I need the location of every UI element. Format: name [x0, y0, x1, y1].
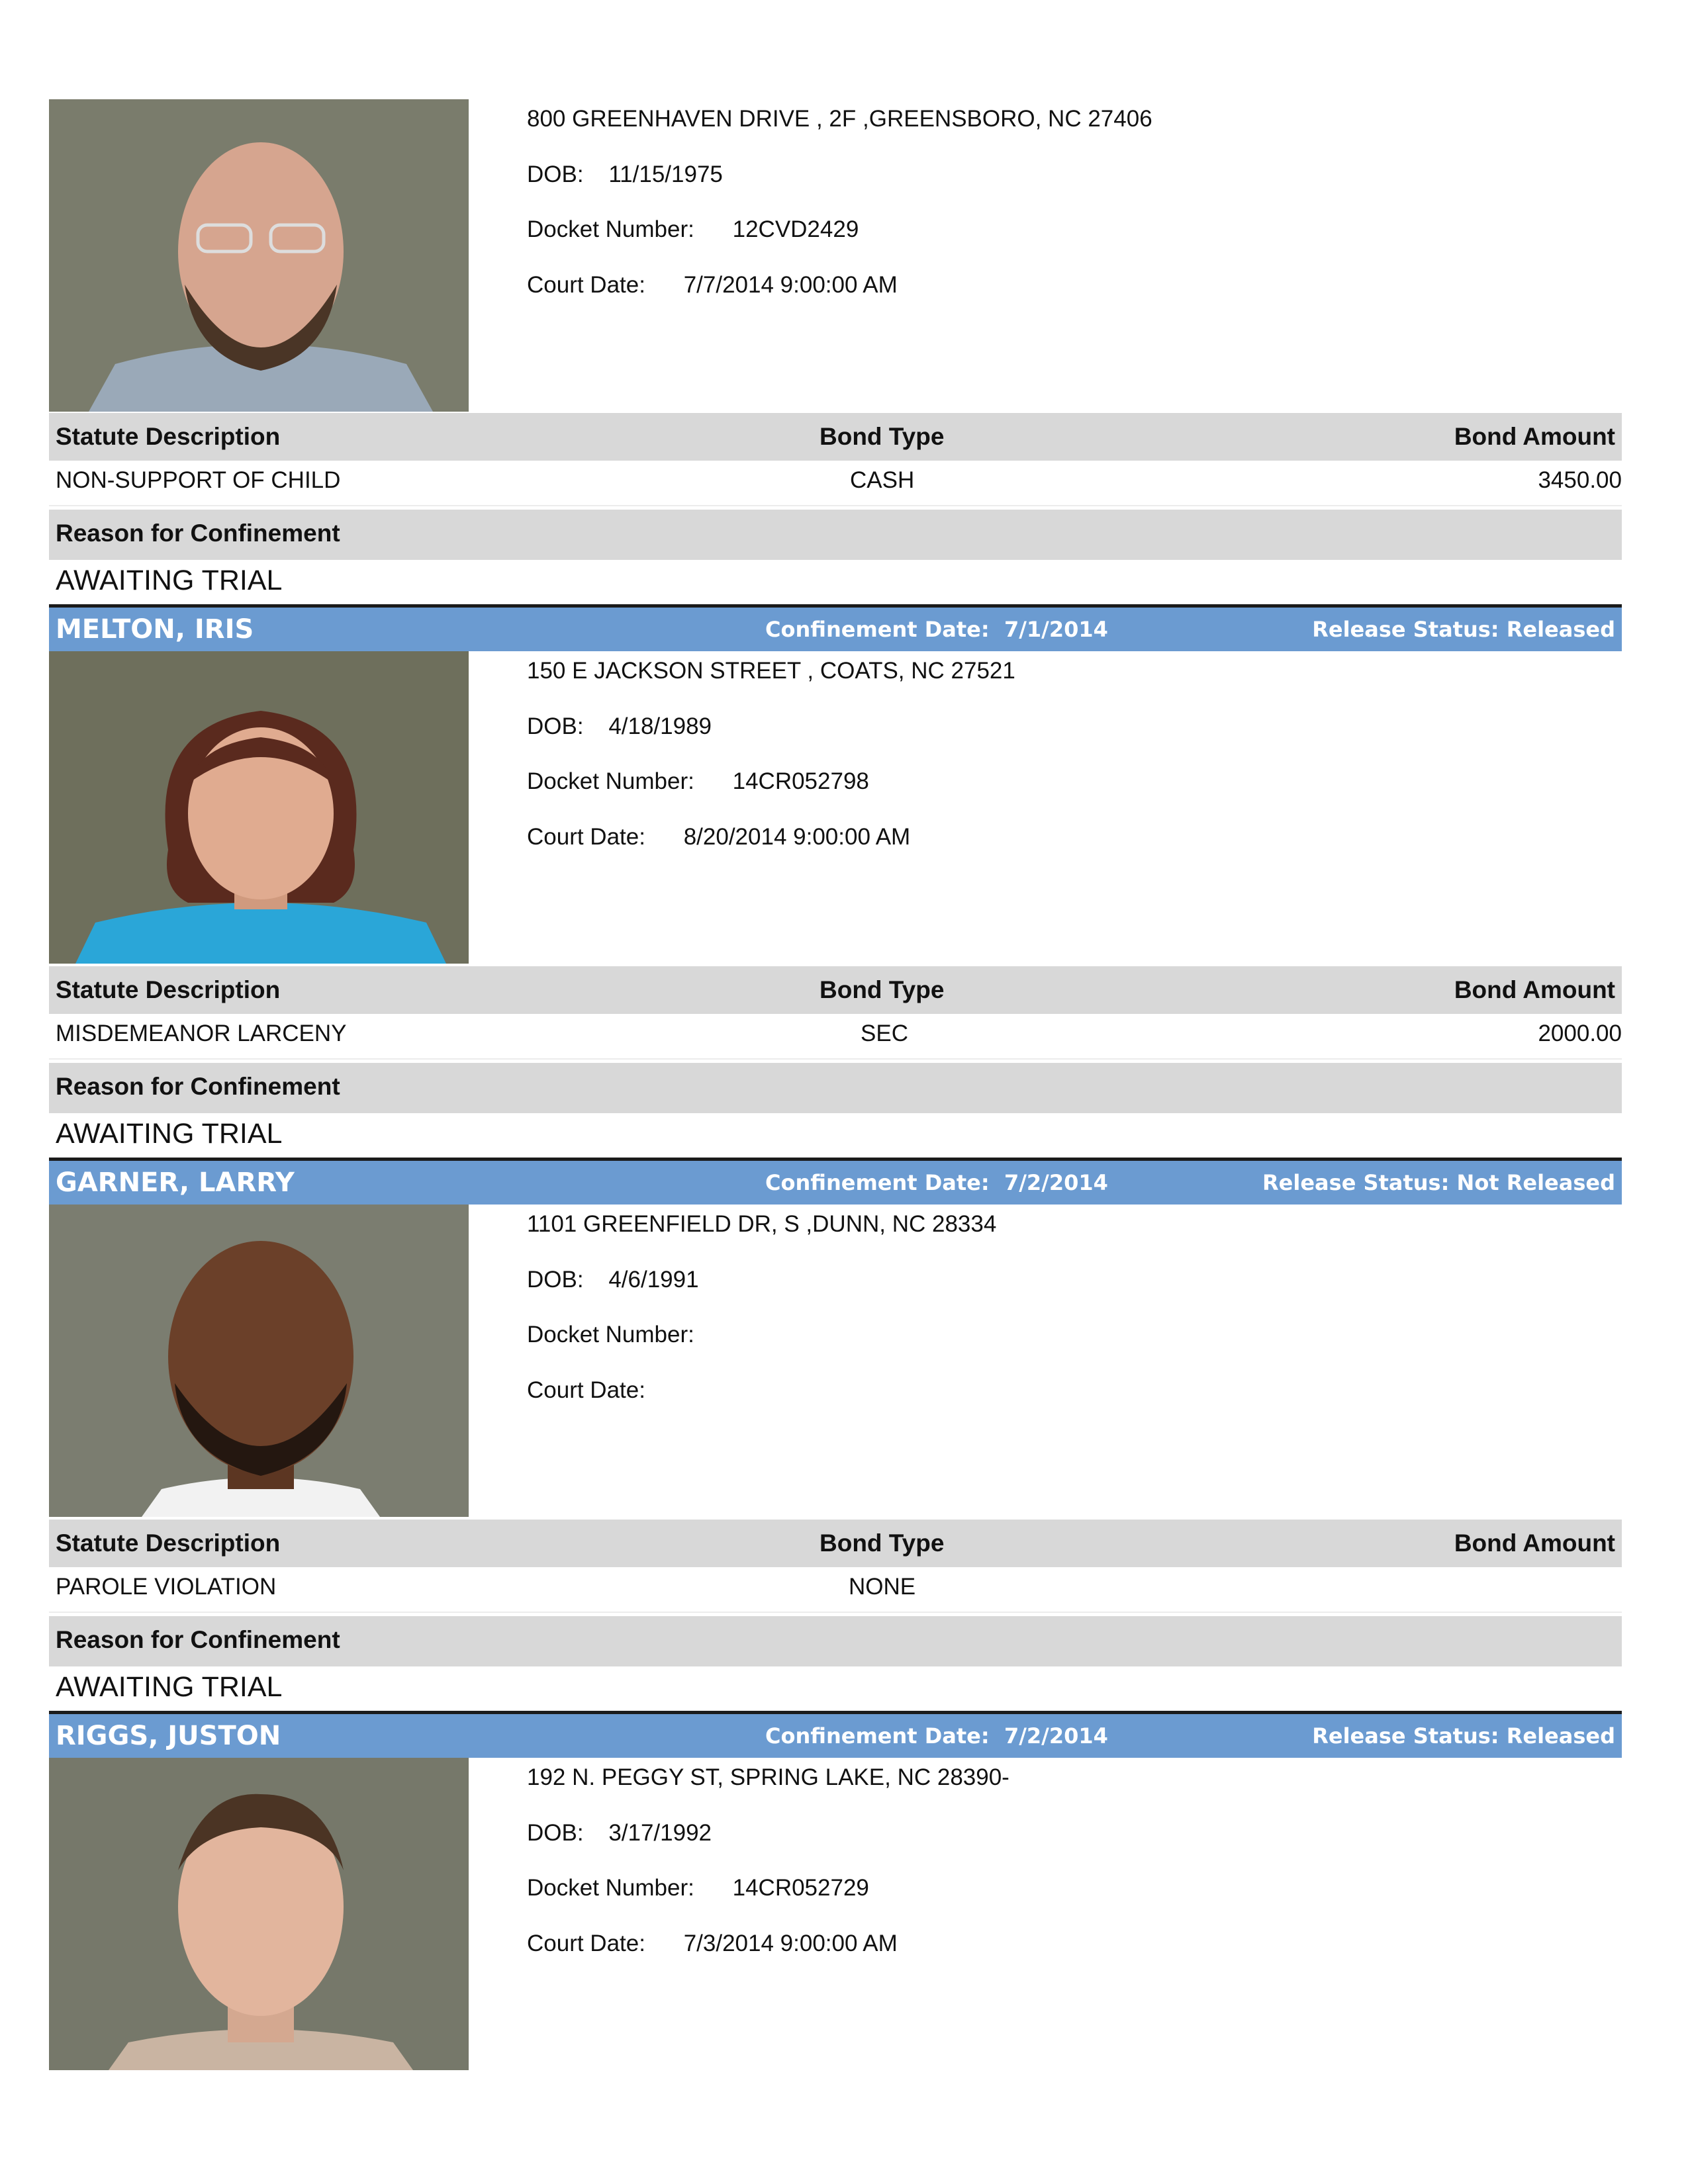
dob-value: 4/18/1989: [608, 713, 712, 739]
dob-row: [527, 161, 723, 188]
dob-row: [527, 1267, 699, 1293]
docket-value: 14CR052798: [732, 768, 869, 794]
reason-value: AWAITING TRIAL: [56, 565, 283, 596]
docket-label: Docket Number:: [527, 768, 694, 794]
dob-label: DOB:: [527, 1267, 584, 1293]
release-status-label: Release Status:: [1312, 617, 1499, 642]
confinement-date: [765, 617, 1108, 642]
charges-header: [49, 966, 1622, 1014]
reason-header: Reason for Confinement: [56, 1073, 340, 1100]
dob-label: DOB:: [527, 713, 584, 739]
inmate-photo: [49, 651, 469, 964]
docket-row: [527, 216, 859, 243]
bond-amount-value: 3450.00: [1538, 467, 1622, 493]
record-header-bar: [49, 1161, 1622, 1205]
record-header-bar: [49, 608, 1622, 651]
statute-value: PAROLE VIOLATION: [56, 1574, 277, 1600]
address: 1101 GREENFIELD DR, S ,DUNN, NC 28334: [527, 1211, 997, 1237]
inmate-photo: [49, 99, 469, 412]
dob-row: [527, 1820, 712, 1846]
inmate-name: GARNER, LARRY: [56, 1167, 295, 1198]
inmate-name: RIGGS, JUSTON: [56, 1721, 281, 1751]
statute-value: MISDEMEANOR LARCENY: [56, 1021, 347, 1046]
person-photo-icon: [49, 1205, 469, 1517]
dob-value: 11/15/1975: [608, 161, 723, 187]
release-status-label: Release Status:: [1312, 1723, 1499, 1749]
court-date-label: Court Date:: [527, 1377, 645, 1403]
release-status-value: Released: [1506, 617, 1615, 642]
person-photo-icon: [49, 651, 469, 964]
person-photo-icon: [49, 99, 469, 412]
confinement-date-label: Confinement Date:: [765, 1170, 990, 1195]
row-divider: [49, 505, 1622, 506]
bond-amount-value: 2000.00: [1538, 1021, 1622, 1046]
row-divider: [49, 1058, 1622, 1060]
statute-value: NON-SUPPORT OF CHILD: [56, 467, 341, 493]
record-header-bar: [49, 1714, 1622, 1758]
inmate-photo: [49, 1205, 469, 1517]
docket-label: Docket Number:: [527, 216, 694, 242]
address: 192 N. PEGGY ST, SPRING LAKE, NC 28390-: [527, 1764, 1009, 1790]
confinement-date: [765, 1170, 1108, 1195]
docket-row: [527, 1875, 869, 1901]
confinement-date-value: 7/2/2014: [1004, 1170, 1108, 1195]
docket-value: 14CR052729: [732, 1875, 869, 1901]
confinement-date-label: Confinement Date:: [765, 617, 990, 642]
dob-row: [527, 713, 712, 740]
reason-header: Reason for Confinement: [56, 1626, 340, 1653]
bond-type-value: CASH: [850, 467, 915, 493]
inmate-photo: [49, 1758, 469, 2070]
docket-label: Docket Number:: [527, 1322, 694, 1347]
release-status-value: Not Released: [1456, 1170, 1615, 1195]
confinement-date-value: 7/1/2014: [1004, 617, 1108, 642]
court-date-value: 8/20/2014 9:00:00 AM: [683, 824, 911, 850]
court-date-row: [527, 272, 898, 298]
statute-header: Statute Description: [56, 423, 281, 450]
bond-type-value: NONE: [849, 1574, 916, 1600]
bond-type-header: Bond Type: [820, 976, 945, 1003]
court-date-label: Court Date:: [527, 824, 645, 850]
release-status-label: Release Status:: [1262, 1170, 1450, 1195]
docket-label: Docket Number:: [527, 1875, 694, 1901]
release-status: [1312, 1723, 1615, 1749]
confinement-date: [765, 1723, 1108, 1749]
charges-header: [49, 1520, 1622, 1567]
confinement-date-value: 7/2/2014: [1004, 1723, 1108, 1749]
docket-row: [527, 768, 869, 795]
court-date-row: [527, 824, 910, 850]
inmate-name: MELTON, IRIS: [56, 614, 254, 645]
court-date-row: [527, 1377, 684, 1404]
dob-value: 4/6/1991: [608, 1267, 699, 1293]
row-divider: [49, 1612, 1622, 1613]
bond-amount-header: Bond Amount: [1454, 976, 1615, 1003]
person-photo-icon: [49, 1758, 469, 2070]
reason-header: Reason for Confinement: [56, 520, 340, 547]
charges-header: [49, 413, 1622, 461]
court-date-row: [527, 1931, 898, 1957]
reason-header-bar: [49, 510, 1622, 560]
address: 150 E JACKSON STREET , COATS, NC 27521: [527, 658, 1015, 684]
reason-header-bar: [49, 1063, 1622, 1113]
court-date-value: 7/7/2014 9:00:00 AM: [683, 272, 898, 298]
address: 800 GREENHAVEN DRIVE , 2F ,GREENSBORO, NC 27406: [527, 106, 1152, 132]
dob-label: DOB:: [527, 161, 584, 187]
release-status-value: Released: [1506, 1723, 1615, 1749]
bond-amount-header: Bond Amount: [1454, 1529, 1615, 1557]
bond-type-value: SEC: [861, 1021, 908, 1046]
confinement-date-label: Confinement Date:: [765, 1723, 990, 1749]
dob-value: 3/17/1992: [608, 1820, 712, 1846]
bond-type-header: Bond Type: [820, 1529, 945, 1557]
dob-label: DOB:: [527, 1820, 584, 1846]
court-date-label: Court Date:: [527, 272, 645, 298]
docket-value: 12CVD2429: [732, 216, 859, 242]
reason-value: AWAITING TRIAL: [56, 1118, 283, 1150]
release-status: [1312, 617, 1615, 642]
release-status: [1262, 1170, 1615, 1195]
bond-type-header: Bond Type: [820, 423, 945, 450]
court-date-label: Court Date:: [527, 1931, 645, 1956]
statute-header: Statute Description: [56, 976, 281, 1003]
docket-row: [527, 1322, 733, 1348]
bond-amount-header: Bond Amount: [1454, 423, 1615, 450]
court-date-value: 7/3/2014 9:00:00 AM: [683, 1931, 898, 1956]
reason-value: AWAITING TRIAL: [56, 1671, 283, 1703]
statute-header: Statute Description: [56, 1529, 281, 1557]
reason-header-bar: [49, 1616, 1622, 1666]
